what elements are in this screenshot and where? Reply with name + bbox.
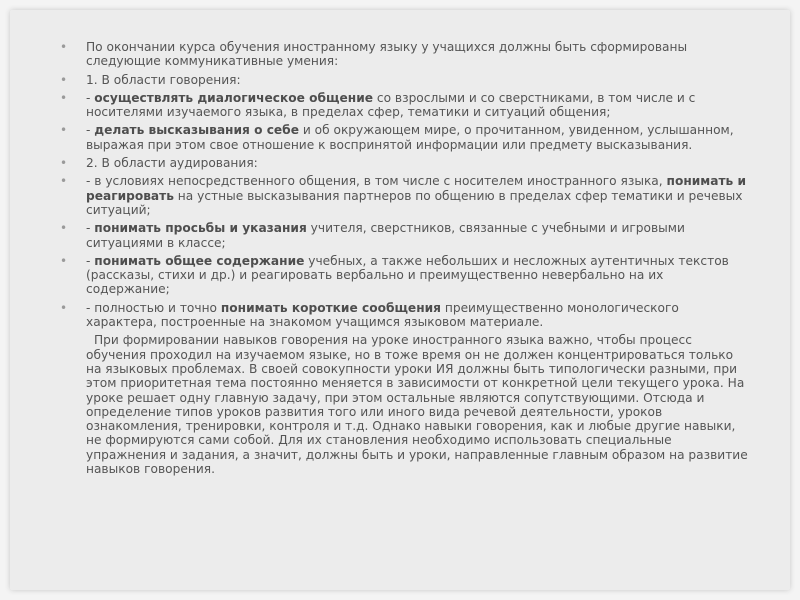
bullet-statements (60, 123, 750, 152)
bullet-text: - (86, 123, 95, 138)
bullet-dot-icon: • (60, 156, 68, 171)
bullet-text: учителя, сверстников, связанные с учебными и игровыми ситуациями в классе; (86, 221, 685, 250)
body-paragraph: При формировании навыков говорения на уроке иностранного языка важно, чтобы процесс обучения проходил на изучаемом языке, но в тоже время он не должен концентрироваться только на языковых проблемах. В своей совокупности уроки ИЯ должны быть типологически разными, при этом приоритетная тема постоянно меняется в зависимости от конкретной цели текущего урока. На уроке решает одну главную задачу, при этом остальные являются сопутствующими. Отсюда и определение типов уроков развития того или иного вида речевой деятельности, уроков ознакомления, тренировки, контроля и т.д. Однако навыки говорения, как и любые другие навыки, не формируются сами собой. Для их становления необходимо использовать специальные упражнения и задания, а значит, должны быть и уроки, направленные главным образом на развитие навыков говорения. (86, 333, 748, 477)
bullet-bold-text: делать высказывания о себе (94, 123, 299, 138)
bullet-bold-text: осуществлять диалогическое общение (94, 90, 373, 105)
bullet-text: - (86, 221, 95, 236)
bullet-intro (60, 40, 750, 69)
slide (10, 10, 790, 590)
bullet-bold-text: понимать короткие сообщения (220, 300, 441, 315)
bullet-dot-icon: • (60, 90, 68, 105)
bullet-dot-icon: • (60, 72, 68, 87)
bullet-text: 2. В области аудирования: (86, 156, 258, 171)
bullet-bold-text: понимать просьбы и указания (94, 221, 307, 236)
bullet-dot-icon: • (60, 253, 68, 268)
bullet-understand-react (60, 174, 750, 217)
bullet-text: учебных, а также небольших и несложных аутентичных текстов (рассказы, стихи и др.) и реагировать вербально и преимущественно невербально на их содержание; (86, 253, 729, 297)
bullet-dot-icon: • (60, 221, 68, 236)
bullet-dialogue (60, 91, 750, 120)
bullet-general-content (60, 254, 750, 297)
bullet-dot-icon: • (60, 40, 68, 54)
bullet-text: 1. В области говорения: (86, 72, 241, 87)
bullet-speaking-heading (60, 73, 750, 87)
bullet-short-messages (60, 301, 750, 330)
bullet-text: - (86, 253, 95, 268)
bullet-text: По окончании курса обучения иностранному языку у учащихся должны быть сформированы следующие коммуникативные умения: (86, 40, 688, 69)
bullet-dot-icon: • (60, 123, 68, 138)
bullet-bold-text: понимать и реагировать (86, 174, 747, 203)
bullet-bold-text: понимать общее содержание (94, 253, 305, 268)
bullet-text: со взрослыми и со сверстниками, в том числе и с носителями изучаемого языка, в пределах сфер, тематики и ситуаций общения; (86, 90, 696, 120)
bullet-text: - в условиях непосредственного общения, в том числе с носителем иностранного языка, (86, 174, 667, 189)
bullet-listening-heading (60, 156, 750, 170)
bullet-dot-icon: • (60, 174, 68, 189)
bullet-text: - полностью и точно (86, 300, 221, 315)
bullet-dot-icon: • (60, 300, 68, 315)
bullet-text: на устные высказывания партнеров по общению в пределах сфер тематики и речевых ситуаций; (86, 188, 743, 217)
bullet-text: и об окружающем мире, о прочитанном, увиденном, услышанном, выражая при этом свое отношение к воспринятой информации или предмету высказывания. (86, 123, 734, 152)
slide-content (60, 40, 750, 476)
bullet-text: - (86, 90, 95, 105)
bullet-text: преимущественно монологического характера, построенные на знакомом учащимся языковом материале. (86, 300, 679, 330)
bullet-requests (60, 221, 750, 250)
